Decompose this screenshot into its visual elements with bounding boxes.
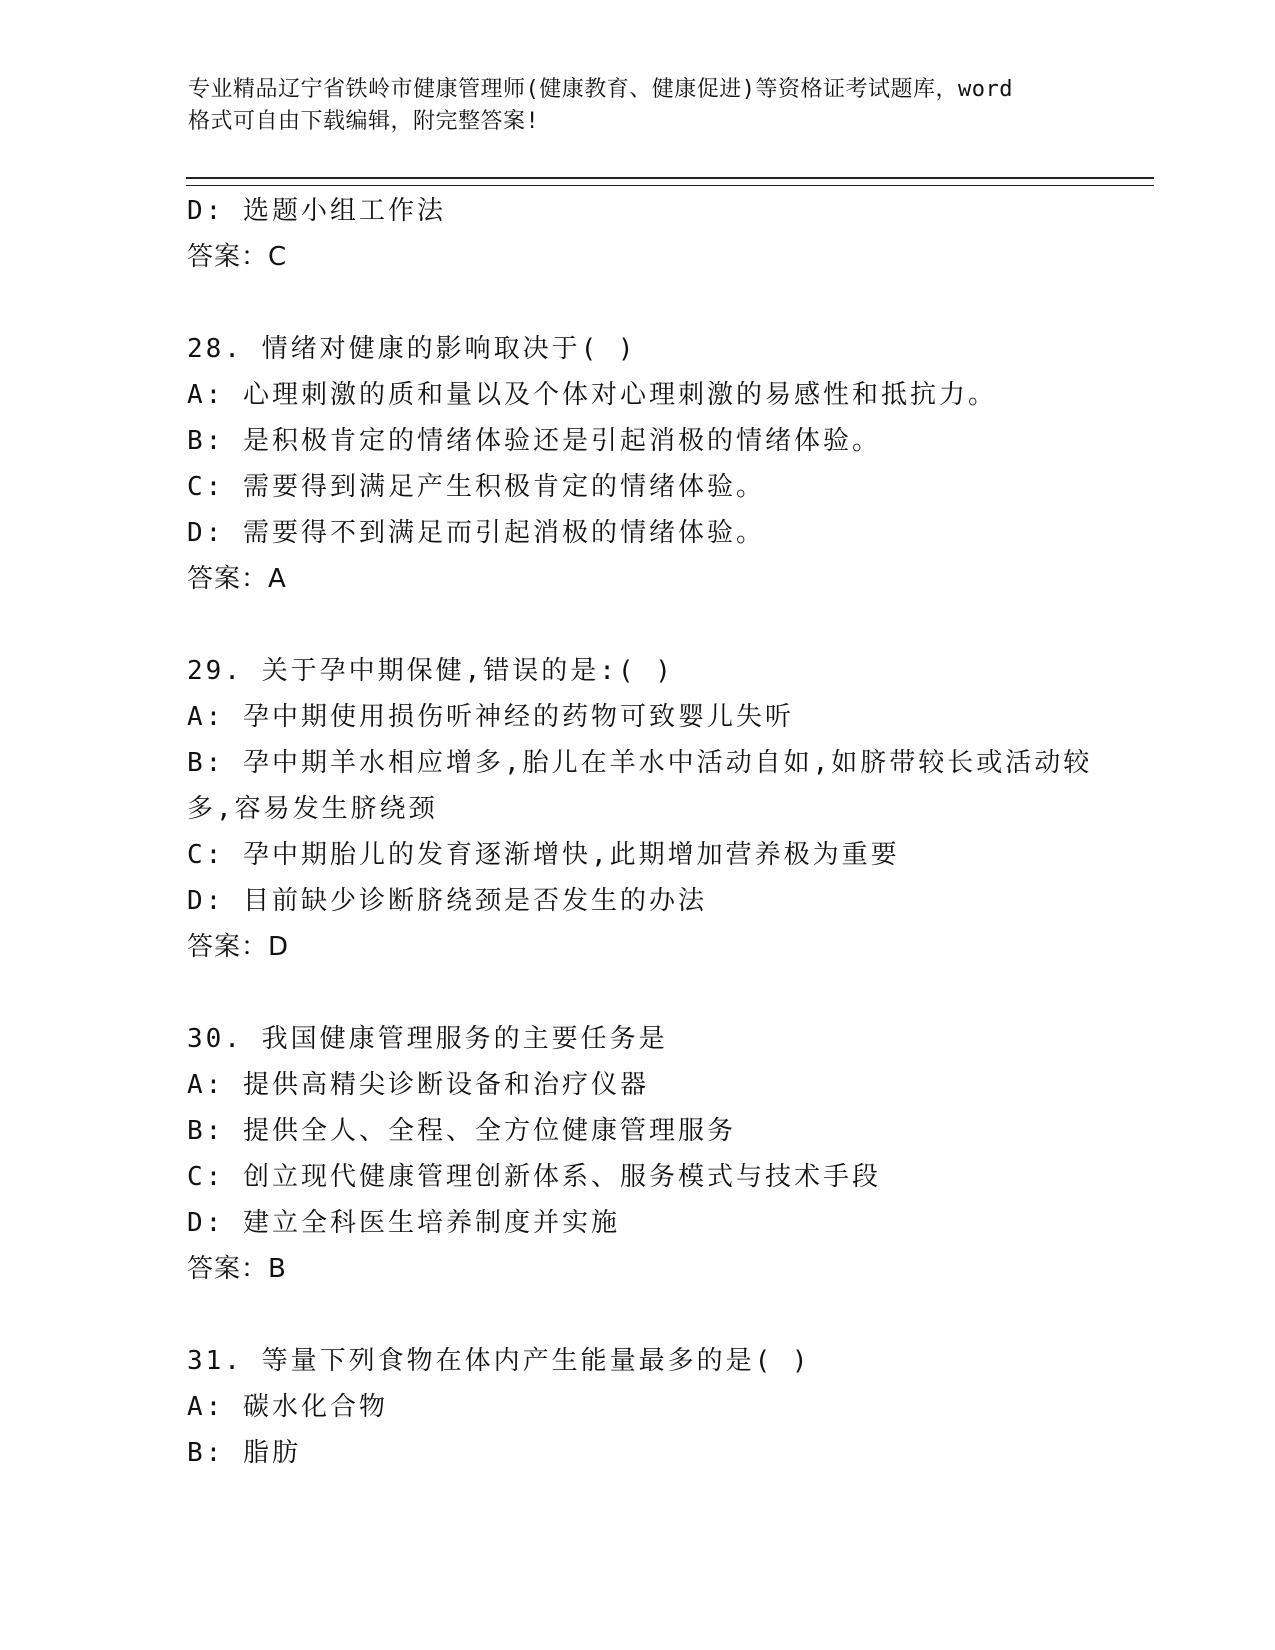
option-b: B: 是积极肯定的情绪体验还是引起消极的情绪体验。 xyxy=(187,426,881,456)
answer-line: 答案：A xyxy=(187,564,287,594)
option-a: A: 碳水化合物 xyxy=(187,1392,388,1422)
option-a: A: 提供高精尖诊断设备和治疗仪器 xyxy=(187,1070,649,1100)
question-stem: 29. 关于孕中期保健,错误的是:( ) xyxy=(187,656,674,686)
question-stem: 31. 等量下列食物在体内产生能量最多的是( ) xyxy=(187,1346,811,1376)
question-stem: 30. 我国健康管理服务的主要任务是 xyxy=(187,1024,668,1054)
option-d: D: 需要得不到满足而引起消极的情绪体验。 xyxy=(187,518,765,548)
spacer xyxy=(187,970,1107,1016)
question-list xyxy=(187,188,1107,1476)
option-d: D: 目前缺少诊断脐绕颈是否发生的办法 xyxy=(187,886,707,916)
question-29 xyxy=(187,648,1107,970)
question-30 xyxy=(187,1016,1107,1292)
header-divider xyxy=(186,177,1154,186)
answer-line: 答案：C xyxy=(187,242,288,272)
option-a: A: 孕中期使用损伤听神经的药物可致婴儿失听 xyxy=(187,702,794,732)
option-b-line-2: 多,容易发生脐绕颈 xyxy=(187,794,438,824)
spacer xyxy=(187,1292,1107,1338)
option-c: C: 创立现代健康管理创新体系、服务模式与技术手段 xyxy=(187,1162,881,1192)
option-d: D: 选题小组工作法 xyxy=(187,196,446,226)
question-31 xyxy=(187,1338,1107,1476)
previous-question-tail xyxy=(187,188,1107,280)
header-line-2: 格式可自由下载编辑，附完整答案! xyxy=(188,109,540,134)
option-b: B: 脂肪 xyxy=(187,1438,301,1468)
document-header xyxy=(188,74,1088,138)
question-28 xyxy=(187,326,1107,602)
spacer xyxy=(187,280,1107,326)
answer-line: 答案：D xyxy=(187,932,290,962)
answer-line: 答案：B xyxy=(187,1254,287,1284)
option-c: C: 孕中期胎儿的发育逐渐增快,此期增加营养极为重要 xyxy=(187,840,900,870)
option-a: A: 心理刺激的质和量以及个体对心理刺激的易感性和抵抗力。 xyxy=(187,380,997,410)
option-c: C: 需要得到满足产生积极肯定的情绪体验。 xyxy=(187,472,765,502)
option-b-line-1: B: 孕中期羊水相应增多,胎儿在羊水中活动自如,如脐带较长或活动较 xyxy=(187,748,1093,778)
spacer xyxy=(187,602,1107,648)
option-b: B: 提供全人、全程、全方位健康管理服务 xyxy=(187,1116,736,1146)
header-line-1: 专业精品辽宁省铁岭市健康管理师(健康教育、健康促进)等资格证考试题库，word xyxy=(188,77,1013,102)
question-stem: 28. 情绪对健康的影响取决于( ) xyxy=(187,334,637,364)
option-d: D: 建立全科医生培养制度并实施 xyxy=(187,1208,620,1238)
